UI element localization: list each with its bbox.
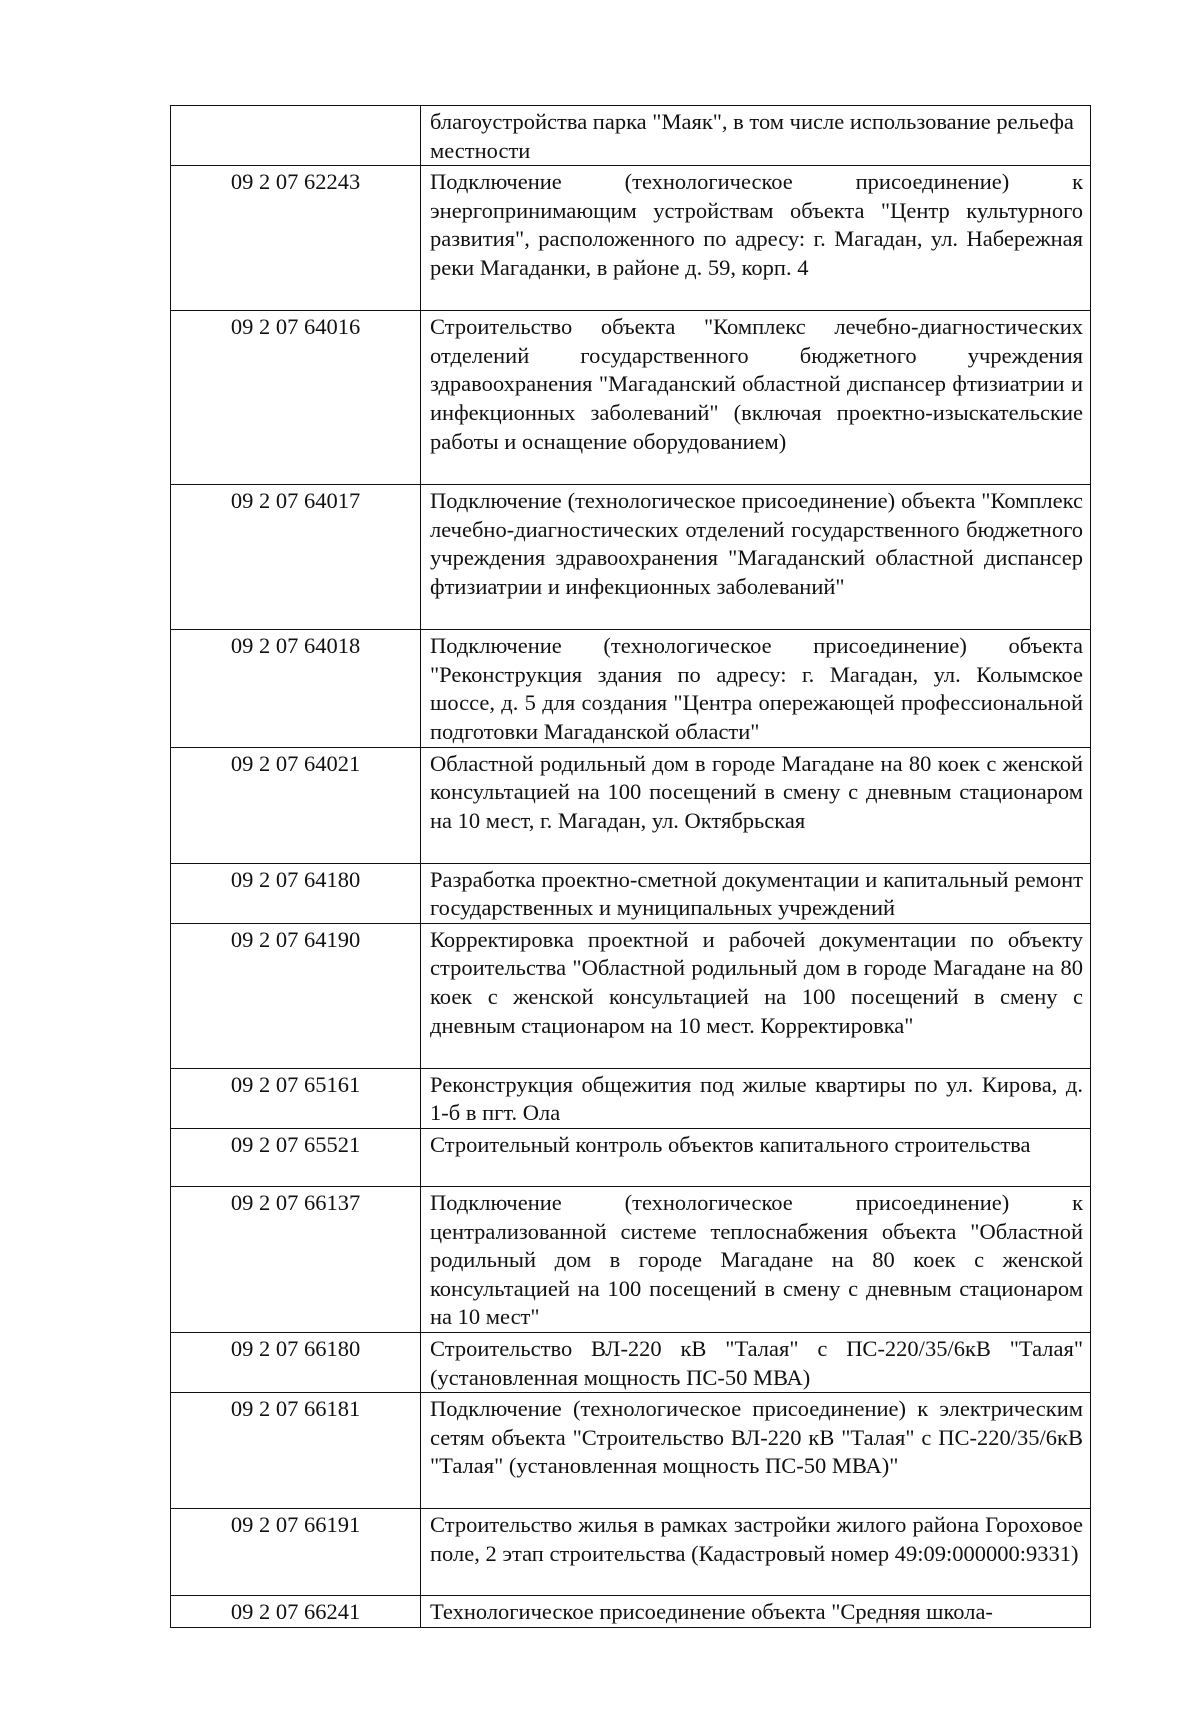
code-cell: 09 2 07 66241 <box>171 1596 421 1628</box>
table-row <box>171 923 1091 1068</box>
budget-classification-table <box>170 105 1091 1628</box>
table-row <box>171 1332 1091 1392</box>
code-cell: 09 2 07 64017 <box>171 485 421 630</box>
code-cell: 09 2 07 66137 <box>171 1186 421 1332</box>
description-cell: Областной родильный дом в городе Магадане на 80 коек с женской консультацией на 100 посещений в смену с дневным стационаром на 10 мест, г. Магадан, ул. Октябрьская <box>421 747 1091 863</box>
description-cell: Строительство ВЛ-220 кВ "Талая" с ПС-220/35/6кВ "Талая" (установленная мощность ПС-50 МВА) <box>421 1332 1091 1392</box>
description-cell: Подключение (технологическое присоединение) к централизованной системе теплоснабжения объекта "Областной родильный дом в городе Магадане на 80 коек с женской консультацией на 100 посещений в смену с дневным стационаром на 10 мест" <box>421 1186 1091 1332</box>
table-row <box>171 1186 1091 1332</box>
code-cell: 09 2 07 64180 <box>171 863 421 923</box>
description-cell: Подключение (технологическое присоединение) к энергопринимающим устройствам объекта "Центр культурного развития", расположенного по адресу: г. Магадан, ул. Набережная реки Магаданки, в районе д. 59, корп. 4 <box>421 166 1091 311</box>
table-row <box>171 1068 1091 1128</box>
code-cell <box>171 106 421 166</box>
table-row <box>171 106 1091 166</box>
table-row <box>171 1393 1091 1509</box>
description-cell: Подключение (технологическое присоединение) объекта "Комплекс лечебно-диагностических отделений государственного бюджетного учреждения здравоохранения "Магаданский областной диспансер фтизиатрии и инфекционных заболеваний" <box>421 485 1091 630</box>
table-row <box>171 747 1091 863</box>
table-row <box>171 1509 1091 1596</box>
description-cell: Подключение (технологическое присоединение) объекта "Реконструкция здания по адресу: г. Магадан, ул. Колымское шоссе, д. 5 для создания "Центра опережающей профессиональной подготовки Магаданской области" <box>421 630 1091 747</box>
table-row <box>171 863 1091 923</box>
table-row <box>171 630 1091 747</box>
description-cell: Корректировка проектной и рабочей документации по объекту строительства "Областной родильный дом в городе Магадане на 80 коек с женской консультацией на 100 посещений в смену с дневным стационаром на 10 мест. Корректировка" <box>421 923 1091 1068</box>
code-cell: 09 2 07 66180 <box>171 1332 421 1392</box>
description-cell: Строительство объекта "Комплекс лечебно-диагностических отделений государственного бюджетного учреждения здравоохранения "Магаданский областной диспансер фтизиатрии и инфекционных заболеваний" (включая проектно-изыскательские работы и оснащение оборудованием) <box>421 311 1091 485</box>
description-cell: Разработка проектно-сметной документации и капитальный ремонт государственных и муниципальных учреждений <box>421 863 1091 923</box>
code-cell: 09 2 07 64018 <box>171 630 421 747</box>
table-row <box>171 485 1091 630</box>
code-cell: 09 2 07 64190 <box>171 923 421 1068</box>
code-cell: 09 2 07 66191 <box>171 1509 421 1596</box>
table-row <box>171 1596 1091 1628</box>
code-cell: 09 2 07 65521 <box>171 1128 421 1186</box>
code-cell: 09 2 07 64016 <box>171 311 421 485</box>
description-cell: Технологическое присоединение объекта "Средняя школа- <box>421 1596 1091 1628</box>
table-row <box>171 311 1091 485</box>
description-cell: Реконструкция общежития под жилые квартиры по ул. Кирова, д. 1-б в пгт. Ола <box>421 1068 1091 1128</box>
code-cell: 09 2 07 66181 <box>171 1393 421 1509</box>
code-cell: 09 2 07 64021 <box>171 747 421 863</box>
code-cell: 09 2 07 62243 <box>171 166 421 311</box>
table-row <box>171 1128 1091 1186</box>
description-cell: Строительство жилья в рамках застройки жилого района Гороховое поле, 2 этап строительства (Кадастровый номер 49:09:000000:9331) <box>421 1509 1091 1596</box>
description-cell: благоустройства парка "Маяк", в том числе использование рельефа местности <box>421 106 1091 166</box>
description-cell: Строительный контроль объектов капитального строительства <box>421 1128 1091 1186</box>
code-cell: 09 2 07 65161 <box>171 1068 421 1128</box>
description-cell: Подключение (технологическое присоединение) к электрическим сетям объекта "Строительство ВЛ-220 кВ "Талая" с ПС-220/35/6кВ "Талая" (установленная мощность ПС-50 МВА)" <box>421 1393 1091 1509</box>
table-row <box>171 166 1091 311</box>
